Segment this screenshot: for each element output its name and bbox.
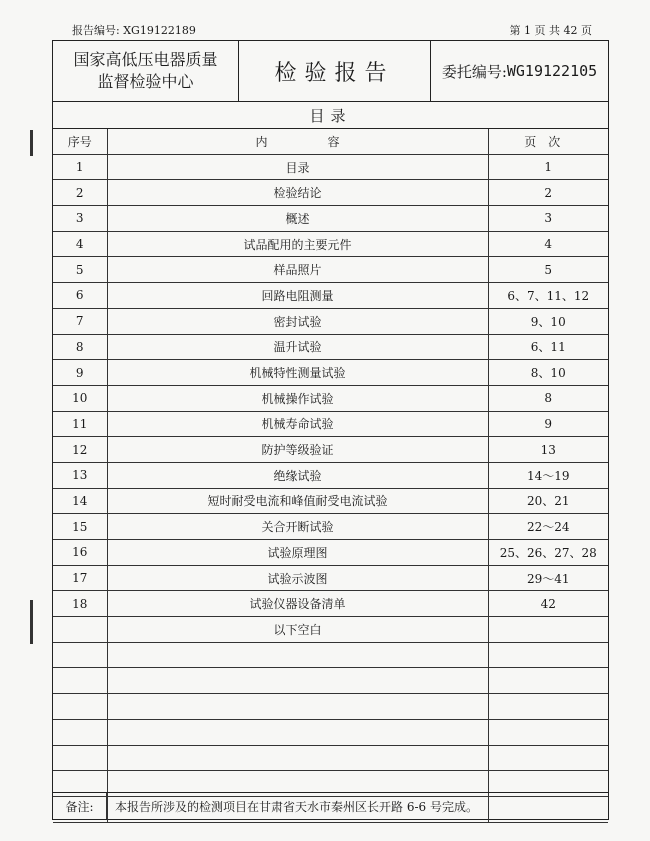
toc-row-number — [53, 642, 107, 668]
report-number-label: 报告编号: — [72, 24, 120, 37]
toc-row-number: 11 — [53, 411, 107, 437]
toc-row-page: 25、26、27、28 — [488, 540, 608, 566]
toc-row-page: 13 — [488, 437, 608, 463]
toc-row-content — [107, 719, 488, 745]
toc-row-number — [53, 668, 107, 694]
toc-row-content: 回路电阻测量 — [107, 283, 488, 309]
toc-row-page — [488, 694, 608, 720]
toc-row — [53, 617, 608, 643]
note-text: 本报告所涉及的检测项目在甘肃省天水市秦州区长开路 6-6 号完成。 — [115, 799, 478, 814]
toc-row — [53, 462, 608, 488]
toc-row-number: 2 — [53, 180, 107, 206]
toc-row-number: 1 — [53, 154, 107, 180]
toc-row-content — [107, 745, 488, 771]
toc-row-number: 6 — [53, 283, 107, 309]
toc-title: 目录 — [53, 102, 608, 129]
toc-row — [53, 154, 608, 180]
commission-number-label: 委托编号: — [441, 62, 507, 81]
toc-row-page — [488, 745, 608, 771]
toc-row-content — [107, 668, 488, 694]
toc-row-content — [107, 642, 488, 668]
toc-row-content: 以下空白 — [107, 617, 488, 643]
toc-row — [53, 385, 608, 411]
toc-row-page — [488, 719, 608, 745]
toc-row-page: 9 — [488, 411, 608, 437]
toc-row — [53, 668, 608, 694]
toc-row-number: 7 — [53, 308, 107, 334]
organization-line-2: 监督检验中心 — [97, 72, 194, 91]
toc-row — [53, 257, 608, 283]
toc-table — [53, 129, 608, 823]
report-title: 检验报告 — [239, 41, 431, 101]
toc-row — [53, 411, 608, 437]
toc-row-page — [488, 668, 608, 694]
commission-number: WG19122105 — [506, 62, 598, 80]
toc-row-number: 14 — [53, 488, 107, 514]
toc-row-page: 8 — [488, 385, 608, 411]
toc-row-content: 短时耐受电流和峰值耐受电流试验 — [107, 488, 488, 514]
toc-row — [53, 488, 608, 514]
toc-row-content: 试验原理图 — [107, 540, 488, 566]
toc-row-number: 18 — [53, 591, 107, 617]
toc-row-content: 绝缘试验 — [107, 462, 488, 488]
binding-mark-top — [30, 130, 33, 156]
col-header-content: 内容 — [107, 129, 488, 154]
report-number: XG19122189 — [123, 24, 196, 37]
toc-row-content: 机械特性测量试验 — [107, 360, 488, 386]
toc-row-content — [107, 694, 488, 720]
toc-row-content: 试验仪器设备清单 — [107, 591, 488, 617]
toc-row-content: 检验结论 — [107, 180, 488, 206]
toc-row-number: 17 — [53, 565, 107, 591]
toc-row-content: 温升试验 — [107, 334, 488, 360]
toc-row-number: 3 — [53, 206, 107, 232]
toc-row-number: 8 — [53, 334, 107, 360]
toc-row — [53, 334, 608, 360]
report-frame — [52, 40, 609, 820]
toc-row — [53, 360, 608, 386]
toc-row — [53, 565, 608, 591]
page-info: 第 1 页 共 42 页 — [509, 24, 592, 37]
toc-row — [53, 540, 608, 566]
toc-row-content: 样品照片 — [107, 257, 488, 283]
organization-name — [53, 41, 239, 101]
toc-row-page: 22～24 — [488, 514, 608, 540]
toc-row-content: 防护等级验证 — [107, 437, 488, 463]
toc-row-number: 9 — [53, 360, 107, 386]
toc-row-page: 4 — [488, 231, 608, 257]
toc-row-content: 目录 — [107, 154, 488, 180]
toc-row-content: 密封试验 — [107, 308, 488, 334]
toc-row — [53, 745, 608, 771]
toc-row-content: 机械操作试验 — [107, 385, 488, 411]
toc-row-page — [488, 642, 608, 668]
toc-row-page: 42 — [488, 591, 608, 617]
toc-row-number — [53, 617, 107, 643]
report-header — [53, 41, 608, 102]
toc-row-number: 12 — [53, 437, 107, 463]
toc-row-page: 2 — [488, 180, 608, 206]
toc-row-page: 8、10 — [488, 360, 608, 386]
toc-row-number: 4 — [53, 231, 107, 257]
toc-row-page: 29～41 — [488, 565, 608, 591]
toc-row-number: 16 — [53, 540, 107, 566]
toc-row-content: 试验示波图 — [107, 565, 488, 591]
toc-row-content: 关合开断试验 — [107, 514, 488, 540]
binding-mark-bottom — [30, 600, 33, 644]
toc-row — [53, 180, 608, 206]
col-header-page: 页次 — [488, 129, 608, 154]
toc-row-page: 9、10 — [488, 308, 608, 334]
toc-row — [53, 231, 608, 257]
toc-row — [53, 283, 608, 309]
commission-number-field — [431, 41, 608, 101]
toc-row-page: 1 — [488, 154, 608, 180]
toc-row — [53, 308, 608, 334]
toc-row-page — [488, 617, 608, 643]
toc-row-number: 15 — [53, 514, 107, 540]
toc-row-content: 试品配用的主要元件 — [107, 231, 488, 257]
toc-row — [53, 591, 608, 617]
toc-row — [53, 694, 608, 720]
toc-row-number — [53, 694, 107, 720]
report-number-line — [72, 22, 196, 38]
toc-row-page: 5 — [488, 257, 608, 283]
note-row — [53, 792, 608, 819]
toc-row-page: 3 — [488, 206, 608, 232]
organization-line-1: 国家高低压电器质量 — [73, 50, 218, 69]
toc-row-number: 13 — [53, 462, 107, 488]
toc-row-number — [53, 745, 107, 771]
toc-row-page: 6、11 — [488, 334, 608, 360]
toc-row-content: 机械寿命试验 — [107, 411, 488, 437]
toc-row-number: 10 — [53, 385, 107, 411]
toc-row — [53, 514, 608, 540]
toc-row-page: 20、21 — [488, 488, 608, 514]
toc-row — [53, 719, 608, 745]
toc-row — [53, 437, 608, 463]
toc-row — [53, 206, 608, 232]
toc-row — [53, 642, 608, 668]
toc-row-content: 概述 — [107, 206, 488, 232]
toc-row-number: 5 — [53, 257, 107, 283]
note-label: 备注: — [53, 793, 107, 819]
toc-header-row — [53, 129, 608, 154]
col-header-no: 序号 — [53, 129, 107, 154]
toc-row-page: 6、7、11、12 — [488, 283, 608, 309]
toc-row-page: 14～19 — [488, 462, 608, 488]
toc-row-number — [53, 719, 107, 745]
